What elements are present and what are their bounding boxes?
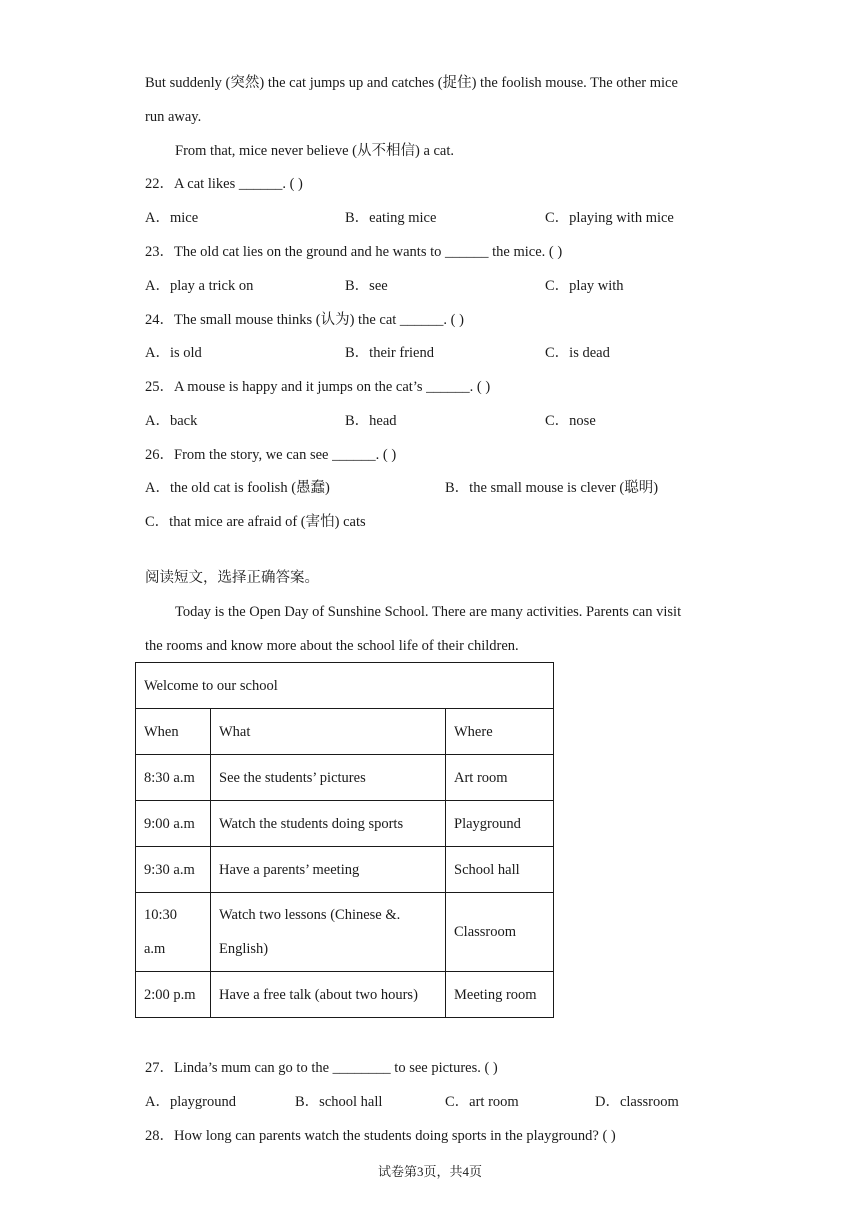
- option-25-b[interactable]: B．head: [345, 413, 397, 429]
- cell-where: Playground: [446, 801, 554, 847]
- cell-when: 2:00 p.m: [136, 972, 211, 1018]
- cell-where: School hall: [446, 847, 554, 893]
- option-22-b[interactable]: B．eating mice: [345, 210, 437, 226]
- cell-what-line: English): [219, 941, 269, 957]
- passage-line: run away.: [145, 109, 202, 125]
- question-27: 27．Linda’s mum can go to the ________ to see pictures. ( ): [145, 1060, 498, 1076]
- table-row: [136, 972, 554, 1018]
- table-row: [136, 801, 554, 847]
- option-22-a[interactable]: A．mice: [145, 210, 199, 226]
- intro-line: the rooms and know more about the school life of their children.: [145, 638, 519, 654]
- cell-when-line: a.m: [144, 941, 166, 957]
- option-27-a[interactable]: A．playground: [145, 1094, 237, 1110]
- option-27-d[interactable]: D．classroom: [595, 1094, 679, 1110]
- cell-when-line: 10:30: [144, 907, 178, 923]
- option-22-c[interactable]: C．playing with mice: [545, 210, 674, 226]
- table-title: Welcome to our school: [136, 663, 554, 709]
- cell-what: See the students’ pictures: [211, 755, 446, 801]
- option-27-b[interactable]: B．school hall: [295, 1094, 383, 1110]
- table-row: [136, 893, 554, 972]
- cell-when: [136, 893, 211, 972]
- question-26: 26．From the story, we can see ______. ( ): [145, 447, 397, 463]
- option-24-a[interactable]: A．is old: [145, 345, 202, 361]
- option-25-a[interactable]: A．back: [145, 413, 198, 429]
- cell-where: Art room: [446, 755, 554, 801]
- option-24-c[interactable]: C．is dead: [545, 345, 610, 361]
- cell-what-line: Watch two lessons (Chinese &.: [219, 907, 401, 923]
- question-22: 22．A cat likes ______. ( ): [145, 176, 303, 192]
- option-26-b[interactable]: B．the small mouse is clever (聪明): [445, 480, 659, 496]
- passage-line: But suddenly (突然) the cat jumps up and catches (捉住) the foolish mouse. The other mice: [145, 75, 678, 91]
- option-23-a[interactable]: A．play a trick on: [145, 278, 254, 294]
- cell-what: Watch the students doing sports: [211, 801, 446, 847]
- option-23-b[interactable]: B．see: [345, 278, 388, 294]
- option-23-c[interactable]: C．play with: [545, 278, 624, 294]
- question-25: 25．A mouse is happy and it jumps on the cat’s ______. ( ): [145, 379, 491, 395]
- cell-when: 8:30 a.m: [136, 755, 211, 801]
- cell-what: Have a free talk (about two hours): [211, 972, 446, 1018]
- cell-where: Meeting room: [446, 972, 554, 1018]
- question-24: 24．The small mouse thinks (认为) the cat ______. ( ): [145, 312, 464, 328]
- table-row: [136, 755, 554, 801]
- header-where: Where: [446, 709, 554, 755]
- option-26-c[interactable]: C．that mice are afraid of (害怕) cats: [145, 514, 366, 530]
- question-28: 28．How long can parents watch the students doing sports in the playground? ( ): [145, 1128, 616, 1144]
- page-footer: 试卷第3页，共4页: [377, 1164, 482, 1179]
- section-instruction: 阅读短文，选择正确答案。: [145, 570, 319, 586]
- header-what: What: [211, 709, 446, 755]
- cell-what: [211, 893, 446, 972]
- option-25-c[interactable]: C．nose: [545, 413, 596, 429]
- option-27-c[interactable]: C．art room: [445, 1094, 519, 1110]
- passage-line: From that, mice never believe (从不相信) a cat.: [175, 143, 455, 159]
- cell-what: Have a parents’ meeting: [211, 847, 446, 893]
- intro-line: Today is the Open Day of Sunshine School. There are many activities. Parents can visit: [175, 604, 682, 620]
- cell-when: 9:00 a.m: [136, 801, 211, 847]
- header-when: When: [136, 709, 211, 755]
- option-26-a[interactable]: A．the old cat is foolish (愚蠢): [145, 480, 330, 496]
- table-row: [136, 847, 554, 893]
- cell-where: Classroom: [446, 893, 554, 972]
- schedule-table: [135, 662, 554, 1018]
- question-23: 23．The old cat lies on the ground and he wants to ______ the mice. ( ): [145, 244, 563, 260]
- option-24-b[interactable]: B．their friend: [345, 345, 434, 361]
- cell-when: 9:30 a.m: [136, 847, 211, 893]
